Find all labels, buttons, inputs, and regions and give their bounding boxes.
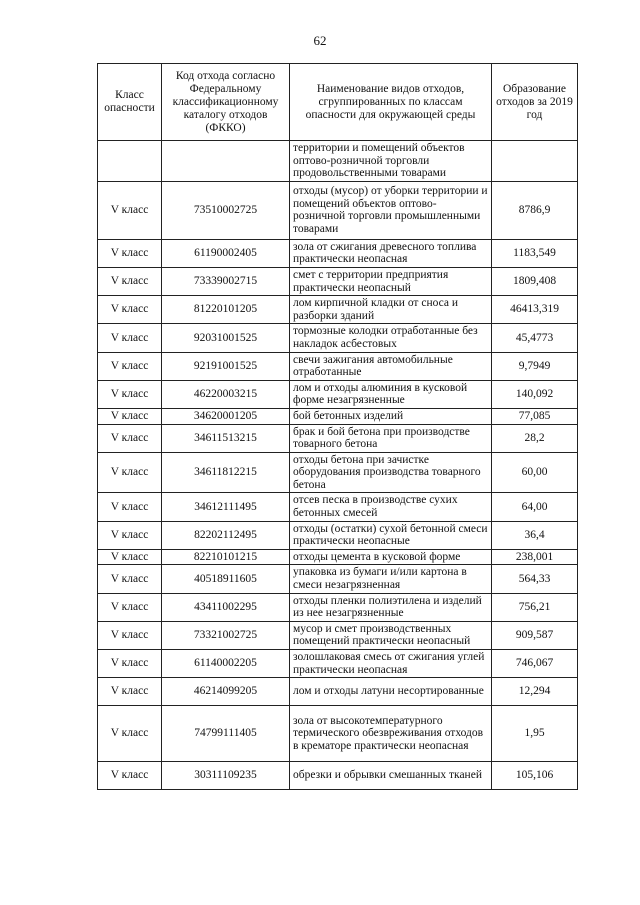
table-row [98, 650, 578, 678]
cell-class: V класс [98, 296, 162, 324]
cell-code: 30311109235 [162, 762, 290, 790]
cell-amount: 46413,319 [492, 296, 578, 324]
cell-class: V класс [98, 493, 162, 521]
cell-amount: 64,00 [492, 493, 578, 521]
cell-code: 82210101215 [162, 549, 290, 565]
cell-amount: 746,067 [492, 650, 578, 678]
cell-name: зола от сжигания древесного топлива практически неопасная [290, 239, 492, 267]
cell-code: 73510002725 [162, 181, 290, 239]
cell-code: 81220101205 [162, 296, 290, 324]
cell-code: 43411002295 [162, 593, 290, 621]
table-row [98, 521, 578, 549]
table-row [98, 762, 578, 790]
cell-class: V класс [98, 324, 162, 352]
table-row [98, 239, 578, 267]
cell-name: отходы бетона при зачистке оборудования производства товарного бетона [290, 452, 492, 493]
cell-name: отходы (мусор) от уборки территории и помещений объектов оптово-розничной торговли промышленными товарами [290, 181, 492, 239]
cell-amount: 9,7949 [492, 352, 578, 380]
cell-code: 82202112495 [162, 521, 290, 549]
table-row [98, 493, 578, 521]
page-number: 62 [313, 33, 327, 48]
cell-amount: 1809,408 [492, 267, 578, 295]
cell-name: бой бетонных изделий [290, 408, 492, 424]
cell-class: V класс [98, 678, 162, 706]
cell-code: 40518911605 [162, 565, 290, 593]
cell-code: 34612111495 [162, 493, 290, 521]
cell-name: мусор и смет производственных помещений практически неопасный [290, 621, 492, 649]
cell-code: 34611812215 [162, 452, 290, 493]
cell-amount: 1,95 [492, 706, 578, 762]
cell-name: упаковка из бумаги и/или картона в смеси незагрязненная [290, 565, 492, 593]
table-row [98, 181, 578, 239]
cell-code: 74799111405 [162, 706, 290, 762]
cell-name: смет с территории предприятия практически неопасный [290, 267, 492, 295]
cell-name: территории и помещений объектов оптово-розничной торговли продовольственными товарами [290, 141, 492, 182]
cell-name: обрезки и обрывки смешанных тканей [290, 762, 492, 790]
cell-amount: 238,001 [492, 549, 578, 565]
table-row [98, 424, 578, 452]
cell-name: лом и отходы латуни несортированные [290, 678, 492, 706]
table-row [98, 549, 578, 565]
header-code: Код отхода согласно Федеральному классификационному каталогу отходов (ФККО) [162, 64, 290, 141]
table-row [98, 141, 578, 182]
cell-class: V класс [98, 239, 162, 267]
table-row [98, 267, 578, 295]
table-row [98, 565, 578, 593]
cell-amount: 36,4 [492, 521, 578, 549]
cell-amount: 105,106 [492, 762, 578, 790]
cell-amount: 909,587 [492, 621, 578, 649]
cell-class: V класс [98, 762, 162, 790]
cell-name: отходы цемента в кусковой форме [290, 549, 492, 565]
table-row [98, 408, 578, 424]
cell-class: V класс [98, 267, 162, 295]
cell-class: V класс [98, 521, 162, 549]
table-row [98, 452, 578, 493]
cell-class: V класс [98, 706, 162, 762]
cell-class: V класс [98, 408, 162, 424]
table-row [98, 352, 578, 380]
waste-table [97, 63, 578, 790]
cell-amount: 756,21 [492, 593, 578, 621]
cell-code: 34620001205 [162, 408, 290, 424]
cell-amount: 1183,549 [492, 239, 578, 267]
cell-amount: 12,294 [492, 678, 578, 706]
cell-amount: 45,4773 [492, 324, 578, 352]
cell-amount: 564,33 [492, 565, 578, 593]
table-header-row [98, 64, 578, 141]
cell-amount [492, 141, 578, 182]
cell-code: 34611513215 [162, 424, 290, 452]
header-class: Класс опасности [98, 64, 162, 141]
cell-class [98, 141, 162, 182]
cell-code: 92031001525 [162, 324, 290, 352]
cell-code: 61190002405 [162, 239, 290, 267]
cell-class: V класс [98, 650, 162, 678]
cell-amount: 8786,9 [492, 181, 578, 239]
cell-code: 46214099205 [162, 678, 290, 706]
cell-amount: 60,00 [492, 452, 578, 493]
table-row [98, 296, 578, 324]
table-row [98, 380, 578, 408]
cell-name: тормозные колодки отработанные без накладок асбестовых [290, 324, 492, 352]
cell-name: свечи зажигания автомобильные отработанные [290, 352, 492, 380]
table-row [98, 621, 578, 649]
cell-class: V класс [98, 452, 162, 493]
cell-class: V класс [98, 181, 162, 239]
cell-code: 46220003215 [162, 380, 290, 408]
cell-name: отходы (остатки) сухой бетонной смеси практически неопасные [290, 521, 492, 549]
cell-class: V класс [98, 593, 162, 621]
cell-code: 73321002725 [162, 621, 290, 649]
cell-amount: 77,085 [492, 408, 578, 424]
cell-name: золошлаковая смесь от сжигания углей практически неопасная [290, 650, 492, 678]
cell-class: V класс [98, 621, 162, 649]
cell-code: 73339002715 [162, 267, 290, 295]
table-row [98, 678, 578, 706]
cell-class: V класс [98, 380, 162, 408]
cell-code [162, 141, 290, 182]
cell-name: зола от высокотемпературного термического обезвреживания отходов в крематоре практически неопасная [290, 706, 492, 762]
cell-class: V класс [98, 424, 162, 452]
cell-code: 61140002205 [162, 650, 290, 678]
cell-name: лом кирпичной кладки от сноса и разборки зданий [290, 296, 492, 324]
cell-name: отходы пленки полиэтилена и изделий из нее незагрязненные [290, 593, 492, 621]
table-row [98, 324, 578, 352]
cell-name: отсев песка в производстве сухих бетонных смесей [290, 493, 492, 521]
header-name: Наименование видов отходов, сгруппированных по классам опасности для окружающей среды [290, 64, 492, 141]
cell-name: брак и бой бетона при производстве товарного бетона [290, 424, 492, 452]
cell-code: 92191001525 [162, 352, 290, 380]
header-amount: Образование отходов за 2019 год [492, 64, 578, 141]
cell-amount: 140,092 [492, 380, 578, 408]
table-row [98, 706, 578, 762]
cell-class: V класс [98, 549, 162, 565]
cell-class: V класс [98, 352, 162, 380]
table-row [98, 593, 578, 621]
table-body [98, 141, 578, 790]
cell-amount: 28,2 [492, 424, 578, 452]
cell-class: V класс [98, 565, 162, 593]
cell-name: лом и отходы алюминия в кусковой форме незагрязненные [290, 380, 492, 408]
